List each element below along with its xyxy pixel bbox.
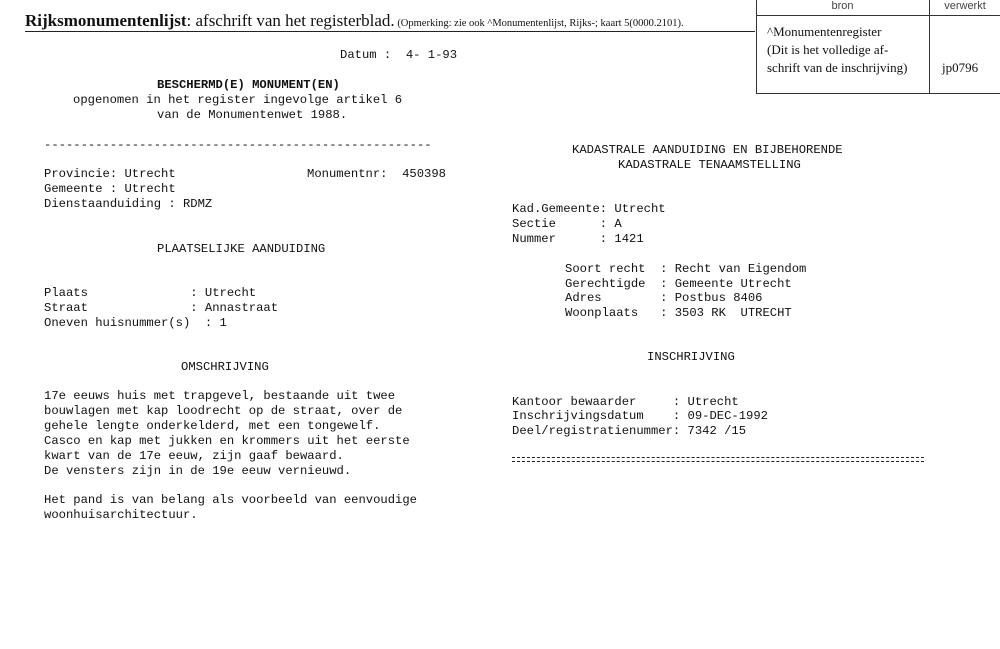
source-col-verwerkt: verwerkt bbox=[944, 0, 986, 12]
source-line: schrift van de inschrijving) bbox=[767, 60, 908, 75]
plaatselijk-line: Straat : Annastraat bbox=[44, 301, 279, 315]
plaatselijk-title: PLAATSELIJKE AANDUIDING bbox=[157, 242, 326, 256]
provincie: Provincie: Utrecht bbox=[44, 167, 176, 181]
source-col-bron: bron bbox=[831, 0, 854, 12]
source-column-divider bbox=[929, 0, 930, 93]
source-lines bbox=[767, 23, 907, 77]
gemeente: Gemeente : Utrecht bbox=[44, 182, 176, 196]
kadastraal-line: Nummer : 1421 bbox=[512, 232, 644, 246]
document-date: Datum : 4- 1-93 bbox=[340, 48, 458, 62]
kadastraal-title: KADASTRALE AANDUIDING EN BIJBEHORENDE bbox=[572, 143, 843, 157]
dienstaanduiding: Dienstaanduiding : RDMZ bbox=[44, 197, 213, 211]
double-dash-separator bbox=[512, 457, 924, 462]
omschrijving-line: Casco en kap met jukken en krommers uit het eerste bbox=[44, 434, 410, 448]
title-note: (Opmerking: zie ook ^Monumentenlijst, Rijks-; kaart 5(0000.2101). bbox=[394, 18, 684, 29]
inschrijving-line: Kantoor bewaarder : Utrecht bbox=[512, 395, 739, 409]
heading-line: opgenomen in het register ingevolge artikel 6 bbox=[73, 93, 403, 107]
dash-separator: ----------------------------------------------------- bbox=[44, 138, 432, 152]
source-header-rule bbox=[756, 15, 1000, 16]
recht-line: Woonplaats : 3503 RK UTRECHT bbox=[565, 306, 792, 320]
recht-line: Soort recht : Recht van Eigendom bbox=[565, 262, 807, 276]
omschrijving-line: kwart van de 17e eeuw, zijn gaaf bewaard. bbox=[44, 449, 344, 463]
omschrijving-title: OMSCHRIJVING bbox=[181, 360, 269, 374]
inschrijving-title: INSCHRIJVING bbox=[647, 350, 735, 364]
source-code: jp0796 bbox=[942, 60, 979, 75]
plaatselijk-line: Oneven huisnummer(s) : 1 bbox=[44, 316, 227, 330]
source-line: (Dit is het volledige af- bbox=[767, 42, 889, 57]
kadastraal-title: KADASTRALE TENAAMSTELLING bbox=[618, 158, 801, 172]
omschrijving-line: 17e eeuws huis met trapgevel, bestaande uit twee bbox=[44, 389, 396, 403]
recht-line: Adres : Postbus 8406 bbox=[565, 291, 763, 305]
source-line: ^Monumentenregister bbox=[767, 24, 882, 39]
omschrijving-line: De vensters zijn in de 19e eeuw vernieuwd. bbox=[44, 464, 352, 478]
inschrijving-line: Inschrijvingsdatum : 09-DEC-1992 bbox=[512, 409, 768, 423]
heading-line: van de Monumentenwet 1988. bbox=[157, 108, 348, 122]
inschrijving-line: Deel/registratienummer: 7342 /15 bbox=[512, 424, 747, 438]
title-main: Rijksmonumentenlijst bbox=[25, 11, 187, 30]
title-subtitle: : afschrift van het registerblad. bbox=[186, 11, 395, 30]
belang-line: Het pand is van belang als voorbeeld van eenvoudige bbox=[44, 493, 417, 507]
kadastraal-line: Kad.Gemeente: Utrecht bbox=[512, 202, 666, 216]
belang-line: woonhuisarchitectuur. bbox=[44, 508, 198, 522]
recht-line: Gerechtigde : Gemeente Utrecht bbox=[565, 277, 792, 291]
omschrijving-line: bouwlagen met kap loodrecht op de straat, over de bbox=[44, 404, 403, 418]
header-rule bbox=[25, 31, 755, 32]
monumentnr: Monumentnr: 450398 bbox=[307, 167, 446, 181]
document-title bbox=[25, 11, 684, 31]
plaatselijk-line: Plaats : Utrecht bbox=[44, 286, 257, 300]
kadastraal-line: Sectie : A bbox=[512, 217, 622, 231]
omschrijving-line: gehele lengte onderkelderd, met een tongewelf. bbox=[44, 419, 381, 433]
heading-line: BESCHERMD(E) MONUMENT(EN) bbox=[157, 78, 340, 92]
